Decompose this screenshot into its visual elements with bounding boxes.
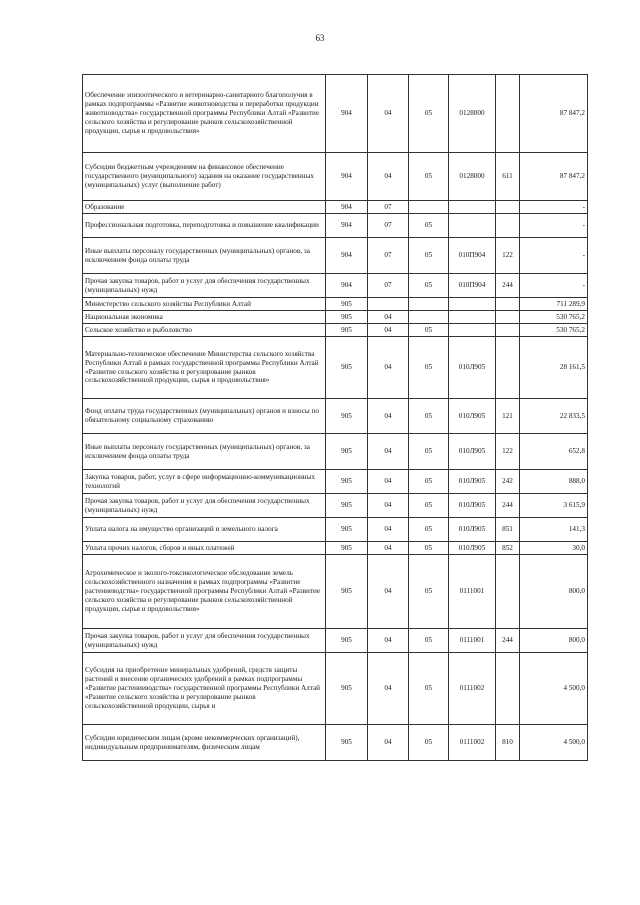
expense-type-code xyxy=(496,75,520,153)
expense-type-code xyxy=(496,555,520,629)
section-code: 04 xyxy=(368,75,409,153)
expense-type-code: 244 xyxy=(496,494,520,518)
row-name: Прочая закупка товаров, работ и услуг для обеспечения государственных (муниципальных) нужд xyxy=(83,629,326,653)
amount: 141,3 xyxy=(520,518,588,542)
amount: 888,0 xyxy=(520,470,588,494)
row-name: Профессиональная подготовка, переподготовка и повышение квалификации xyxy=(83,214,326,238)
expense-type-code xyxy=(496,337,520,399)
subsection-code: 05 xyxy=(409,629,449,653)
amount: 3 615,9 xyxy=(520,494,588,518)
target-code: 010Л905 xyxy=(449,542,496,555)
target-code: 010Л905 xyxy=(449,399,496,434)
row-name: Сельское хозяйство и рыболовство xyxy=(83,324,326,337)
section-code: 04 xyxy=(368,311,409,324)
subsection-code: 05 xyxy=(409,153,449,201)
row-name: Фонд оплаты труда государственных (муниципальных) органов и взносы по обязательному социальному страхованию xyxy=(83,399,326,434)
subsection-code: 05 xyxy=(409,214,449,238)
section-code: 07 xyxy=(368,214,409,238)
amount: - xyxy=(520,214,588,238)
amount: 22 833,5 xyxy=(520,399,588,434)
target-code: 0111001 xyxy=(449,555,496,629)
expense-type-code: 244 xyxy=(496,629,520,653)
table-row xyxy=(83,518,588,542)
subsection-code: 05 xyxy=(409,518,449,542)
subsection-code: 05 xyxy=(409,337,449,399)
subsection-code: 05 xyxy=(409,238,449,274)
subsection-code: 05 xyxy=(409,555,449,629)
amount: 4 500,0 xyxy=(520,725,588,761)
section-code: 04 xyxy=(368,470,409,494)
subsection-code: 05 xyxy=(409,542,449,555)
table-row xyxy=(83,75,588,153)
section-code: 04 xyxy=(368,725,409,761)
table-row xyxy=(83,311,588,324)
expense-type-code xyxy=(496,214,520,238)
subsection-code: 05 xyxy=(409,75,449,153)
target-code: 010Л905 xyxy=(449,434,496,470)
ministry-code: 905 xyxy=(326,311,368,324)
amount: 87 847,2 xyxy=(520,153,588,201)
subsection-code: 05 xyxy=(409,494,449,518)
target-code: 010Л905 xyxy=(449,494,496,518)
amount: 4 500,0 xyxy=(520,653,588,725)
expense-type-code: 244 xyxy=(496,274,520,298)
expense-type-code xyxy=(496,298,520,311)
ministry-code: 904 xyxy=(326,214,368,238)
table-row xyxy=(83,298,588,311)
table-row xyxy=(83,337,588,399)
amount: 800,0 xyxy=(520,555,588,629)
table-row xyxy=(83,542,588,555)
expense-type-code: 851 xyxy=(496,518,520,542)
expense-type-code xyxy=(496,201,520,214)
ministry-code: 904 xyxy=(326,201,368,214)
section-code xyxy=(368,298,409,311)
section-code: 07 xyxy=(368,274,409,298)
row-name: Уплата налога на имущество организаций и земельного налога xyxy=(83,518,326,542)
ministry-code: 905 xyxy=(326,555,368,629)
target-code: 010Л905 xyxy=(449,470,496,494)
target-code: 010Л905 xyxy=(449,337,496,399)
section-code: 04 xyxy=(368,337,409,399)
table-row xyxy=(83,434,588,470)
ministry-code: 905 xyxy=(326,337,368,399)
row-name: Уплата прочих налогов, сборов и иных платежей xyxy=(83,542,326,555)
amount: 800,0 xyxy=(520,629,588,653)
table-row xyxy=(83,324,588,337)
ministry-code: 905 xyxy=(326,518,368,542)
ministry-code: 905 xyxy=(326,629,368,653)
subsection-code: 05 xyxy=(409,324,449,337)
amount: 30,0 xyxy=(520,542,588,555)
ministry-code: 904 xyxy=(326,153,368,201)
target-code: 010Л905 xyxy=(449,518,496,542)
subsection-code: 05 xyxy=(409,470,449,494)
subsection-code: 05 xyxy=(409,399,449,434)
page-number: 63 xyxy=(315,33,325,43)
target-code xyxy=(449,298,496,311)
table-row xyxy=(83,153,588,201)
target-code xyxy=(449,201,496,214)
expense-type-code: 852 xyxy=(496,542,520,555)
section-code: 04 xyxy=(368,399,409,434)
expense-type-code: 611 xyxy=(496,153,520,201)
row-name: Министерство сельского хозяйства Республики Алтай xyxy=(83,298,326,311)
table-row xyxy=(83,653,588,725)
subsection-code: 05 xyxy=(409,725,449,761)
table-row xyxy=(83,470,588,494)
expense-type-code xyxy=(496,311,520,324)
table-row xyxy=(83,629,588,653)
ministry-code: 905 xyxy=(326,399,368,434)
subsection-code xyxy=(409,201,449,214)
table-row xyxy=(83,238,588,274)
amount: 28 161,5 xyxy=(520,337,588,399)
expense-type-code xyxy=(496,653,520,725)
expense-type-code: 810 xyxy=(496,725,520,761)
row-name: Прочая закупка товаров, работ и услуг для обеспечения государственных (муниципальных) нужд xyxy=(83,274,326,298)
amount: 530 765,2 xyxy=(520,311,588,324)
expense-type-code: 242 xyxy=(496,470,520,494)
section-code: 04 xyxy=(368,653,409,725)
ministry-code: 905 xyxy=(326,542,368,555)
ministry-code: 905 xyxy=(326,494,368,518)
table-row xyxy=(83,201,588,214)
subsection-code xyxy=(409,311,449,324)
row-name: Образование xyxy=(83,201,326,214)
target-code: 010П904 xyxy=(449,238,496,274)
section-code: 04 xyxy=(368,542,409,555)
section-code: 04 xyxy=(368,434,409,470)
amount: 87 847,2 xyxy=(520,75,588,153)
target-code: 0111002 xyxy=(449,725,496,761)
section-code: 04 xyxy=(368,153,409,201)
ministry-code: 904 xyxy=(326,274,368,298)
budget-table xyxy=(82,74,588,761)
amount: 652,8 xyxy=(520,434,588,470)
expense-type-code: 121 xyxy=(496,399,520,434)
ministry-code: 905 xyxy=(326,653,368,725)
section-code: 04 xyxy=(368,555,409,629)
ministry-code: 905 xyxy=(326,725,368,761)
ministry-code: 904 xyxy=(326,75,368,153)
expense-type-code: 122 xyxy=(496,238,520,274)
ministry-code: 905 xyxy=(326,470,368,494)
row-name: Агрохимическое и эколого-токсикологическое обследование земель сельскохозяйственного назначения в рамках подпрограммы «Развитие растениеводства» государственной программы Республики Алтай «Развитие сельского хозяйства и регулирование рынков сельскохозяйственной продукции, сырья и продовольствия» xyxy=(83,555,326,629)
row-name: Обеспечение эпизоотического и ветеринарно-санитарного благополучия в рамках подпрограммы «Развитие животноводства и переработки продукции животноводства» государственной программы Республики Алтай «Развитие сельского хозяйства и регулирование рынков сельскохозяйственной продукции, сырья и продовольствия» xyxy=(83,75,326,153)
expense-type-code: 122 xyxy=(496,434,520,470)
table-row xyxy=(83,725,588,761)
ministry-code: 905 xyxy=(326,324,368,337)
target-code: 0128000 xyxy=(449,75,496,153)
table-row xyxy=(83,214,588,238)
section-code: 04 xyxy=(368,629,409,653)
target-code xyxy=(449,214,496,238)
amount: - xyxy=(520,274,588,298)
subsection-code: 05 xyxy=(409,274,449,298)
table-row xyxy=(83,494,588,518)
table-row xyxy=(83,399,588,434)
amount: - xyxy=(520,201,588,214)
table-row xyxy=(83,274,588,298)
section-code: 07 xyxy=(368,201,409,214)
amount: 530 765,2 xyxy=(520,324,588,337)
target-code xyxy=(449,324,496,337)
section-code: 04 xyxy=(368,324,409,337)
expense-type-code xyxy=(496,324,520,337)
subsection-code: 05 xyxy=(409,653,449,725)
row-name: Субсидии юридическим лицам (кроме некоммерческих организаций), индивидуальным предпринимателям, физическим лицам xyxy=(83,725,326,761)
target-code: 0111001 xyxy=(449,629,496,653)
row-name: Иные выплаты персоналу государственных (муниципальных) органов, за исключением фонда оплаты труда xyxy=(83,434,326,470)
target-code: 0128000 xyxy=(449,153,496,201)
target-code: 010П904 xyxy=(449,274,496,298)
subsection-code xyxy=(409,298,449,311)
amount: - xyxy=(520,238,588,274)
ministry-code: 904 xyxy=(326,238,368,274)
row-name: Субсидии бюджетным учреждениям на финансовое обеспечение государственного (муниципального) задания на оказание государственных (муниципальных) услуг (выполнение работ) xyxy=(83,153,326,201)
row-name: Прочая закупка товаров, работ и услуг для обеспечения государственных (муниципальных) нужд xyxy=(83,494,326,518)
table-row xyxy=(83,555,588,629)
section-code: 04 xyxy=(368,518,409,542)
target-code xyxy=(449,311,496,324)
row-name: Национальная экономика xyxy=(83,311,326,324)
target-code: 0111002 xyxy=(449,653,496,725)
ministry-code: 905 xyxy=(326,434,368,470)
amount: 711 289,9 xyxy=(520,298,588,311)
section-code: 04 xyxy=(368,494,409,518)
subsection-code: 05 xyxy=(409,434,449,470)
row-name: Закупка товаров, работ, услуг в сфере информационно-коммуникационных технологий xyxy=(83,470,326,494)
row-name: Иные выплаты персоналу государственных (муниципальных) органов, за исключением фонда оплаты труда xyxy=(83,238,326,274)
ministry-code: 905 xyxy=(326,298,368,311)
section-code: 07 xyxy=(368,238,409,274)
row-name: Материально-техническое обеспечение Министерства сельского хозяйства Республики Алтай в рамках государственной программы Республики Алтай «Развитие сельского хозяйства и регулирование рынков сельскохозяйственной продукции, сырья и продовольствия» xyxy=(83,337,326,399)
row-name: Субсидия на приобретение минеральных удобрений, средств защиты растений и внесение органических удобрений в рамках подпрограммы «Развитие растениеводства» государственной программы Республики Алтай «Развитие сельского хозяйства и регулирование рынков сельскохозяйственной продукции, сырья и xyxy=(83,653,326,725)
